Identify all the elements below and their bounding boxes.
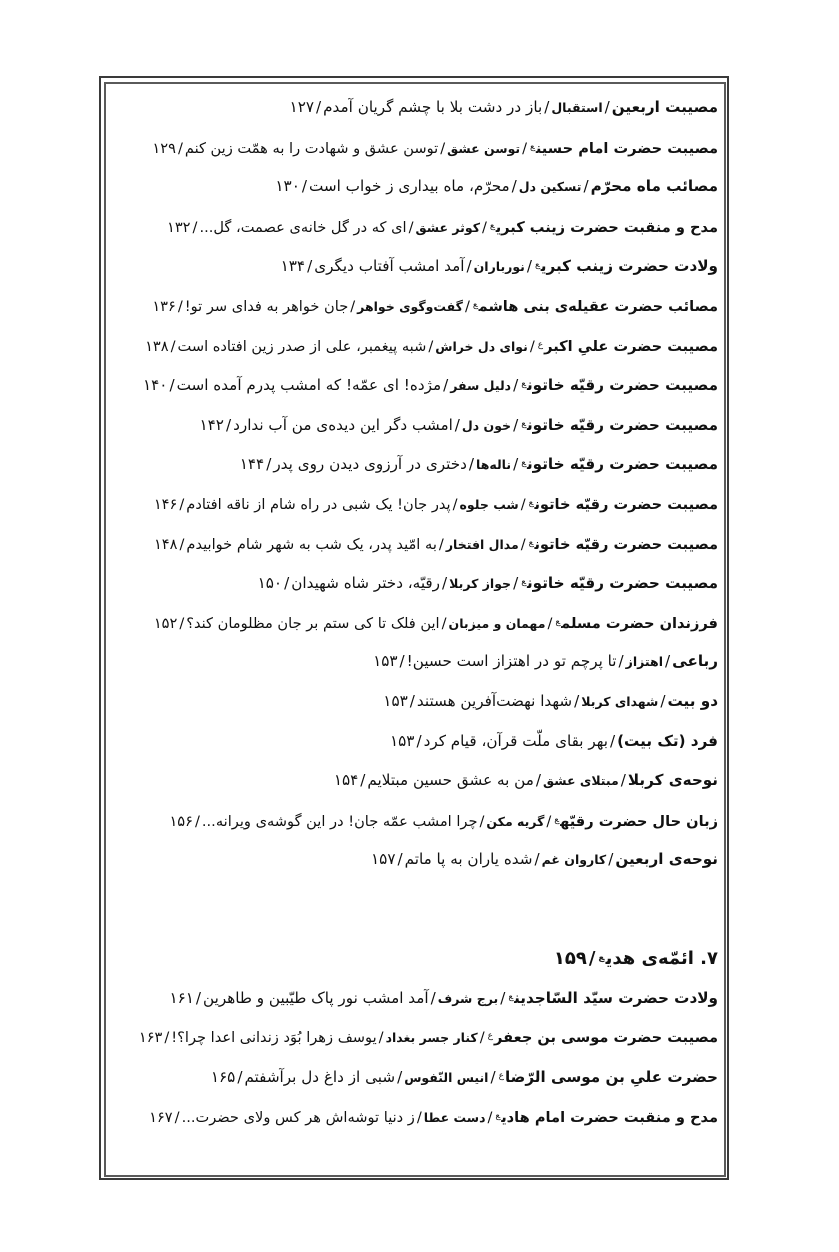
section-number: ۷. [700,947,718,969]
separator: / [481,218,487,236]
entry-title: رباعی [672,652,718,671]
separator: / [534,850,540,869]
entry-first-line: یوسف زهرا بُوَد زندانی اعدا چرا؟! [171,1029,377,1047]
entry-subtitle: کوثر عشق [415,219,480,235]
entry-first-line: امشب دگر این دیده‌ی من آب ندارد [233,415,453,434]
separator: / [660,691,666,710]
entry-page-number: ۱۳۴ [280,257,306,276]
entry-page-number: ۱۵۷ [371,850,396,869]
separator: / [177,139,183,157]
separator: / [511,177,517,196]
entry-title: ولادت حضرت سیّد السّاجدین [514,988,718,1007]
section-spacer [128,882,718,938]
separator: / [194,812,200,830]
separator: / [174,1108,180,1126]
separator: / [513,415,519,434]
entry-subtitle: مبتلای عشق [542,773,619,789]
entry-page-number: ۱۴۰ [142,376,168,395]
separator: / [360,771,366,790]
entry-subtitle: نوای دل خراش [435,338,528,354]
entry-page-number: ۱۲۹ [152,139,176,157]
entry-title: مصائب حضرت عقیله‌ی بنی هاشم [478,297,718,315]
separator: / [583,177,589,196]
entry-subtitle: کنار جسر بغداد [385,1030,478,1046]
separator: / [397,1068,403,1087]
separator: / [170,337,176,355]
separator: / [513,455,519,474]
entry-title: نوحه‌ی کربلا [627,771,718,790]
entry-first-line: تا پرچم تو در اهتزاز است حسین! [406,652,617,671]
toc-entry[interactable] [128,644,718,684]
entry-page-number: ۱۵۳ [383,691,408,710]
separator: / [526,257,532,276]
separator: / [522,139,528,157]
honorific-icon: ع [487,1031,493,1042]
separator: / [547,614,553,632]
entry-title: زبان حال حضرت رقیّه [560,812,718,830]
separator: / [430,988,436,1007]
separator: / [479,812,485,830]
entry-title: مصیبت حضرت رقیّه خاتون [526,455,718,474]
honorific-icon: ع [508,991,514,1002]
toc-entry[interactable] [128,169,718,209]
honorific-icon: ع [530,141,535,152]
separator: / [500,988,506,1007]
separator: / [529,337,535,355]
honorific-icon: ع [489,220,495,231]
toc-entry[interactable] [128,1059,718,1099]
toc-entry[interactable] [128,1099,718,1139]
separator: / [468,455,475,474]
separator: / [316,98,322,116]
separator: / [487,1108,493,1126]
entry-page-number: ۱۵۴ [333,771,359,790]
entry-title: فرد (تک بیت) [617,731,718,750]
separator: / [237,1068,243,1087]
honorific-icon: ع [521,458,526,469]
separator: / [179,495,185,513]
separator: / [438,535,444,553]
separator: / [452,495,458,513]
entry-title: دو بیت [667,691,718,710]
honorific-icon: ع [521,418,526,429]
entry-first-line: جان خواهر به فدای سر تو! [184,297,349,315]
entry-first-line: شده یاران به پا ماتم [404,850,533,869]
toc-entry[interactable] [128,565,718,605]
entry-first-line: شهدا نهضت‌آفرین هستند [416,691,573,710]
entry-title: مصیبت حضرت رقیّه خاتون [526,574,718,593]
separator: / [664,652,671,671]
entry-first-line: این فلک تا کی ستم بر جان مظلومان کند؟ [186,614,440,632]
entry-subtitle: مدال افتخار [445,536,519,552]
entry-title: نوحه‌ی اربعین [615,850,718,869]
separator: / [441,614,447,632]
separator: / [409,691,415,710]
entry-subtitle: خون دل [461,417,512,433]
entry-subtitle: جواز کربلا [449,576,512,592]
toc-entry[interactable] [128,980,718,1020]
toc-entry[interactable] [128,407,718,447]
entry-title: فرزندان حضرت مسلم [561,614,718,632]
entry-title: مصیبت حضرت موسی بن جعفر [494,1029,718,1047]
separator: / [440,139,446,157]
entry-page-number: ۱۵۰ [257,574,283,593]
separator: / [416,1108,422,1126]
separator: / [442,574,448,593]
separator: / [350,297,356,315]
entry-page-number: ۱۶۵ [210,1068,236,1087]
honorific-icon: ع [521,379,526,390]
toc-entry[interactable] [128,526,718,566]
separator: / [378,1029,384,1047]
separator: / [546,812,552,830]
entry-first-line: رقیّه، دختر شاه شهیدان [291,574,441,593]
toc-entry[interactable] [128,684,718,724]
entry-first-line: ز دنیا توشه‌اش هر کس ولای حضرت... [181,1108,415,1126]
honorific-icon: ع [528,497,534,508]
separator: / [416,731,422,750]
entry-subtitle: استقبال [551,100,603,115]
entry-subtitle: برج شرف [437,990,499,1006]
entry-page-number: ۱۳۸ [145,337,169,355]
entry-first-line: پدر جان! یک شبی در راه شام از ناقه افتادم [186,495,451,513]
toc-entry[interactable] [128,605,718,645]
separator: / [179,614,185,632]
entry-page-number: ۱۴۶ [153,495,178,513]
honorific-icon: ع [555,616,561,627]
entry-page-number: ۱۳۰ [275,177,300,196]
entry-first-line: دختری در آرزوی دیدن روی پدر [273,455,467,474]
honorific-icon: ع [498,1071,504,1082]
separator: / [225,415,232,434]
entry-title: مصیبت حضرت علیِ اکبر [544,337,718,355]
entry-first-line: آمد امشب نور پاک طیّبین و طاهرین [203,988,429,1007]
entry-title: مصیبت حضرت رقیّه خاتون [526,376,718,395]
entry-subtitle: شهدای کربلا [581,693,659,709]
toc-entry[interactable] [128,1019,718,1059]
separator: / [479,1029,485,1047]
entry-first-line: شبه پیغمبر، علی از صدر زین افتاده است [177,337,427,355]
honorific-icon: ع [495,1110,501,1121]
entry-first-line: به امّید پدر، یک شب به شهر شام خوابیدم [186,535,437,553]
table-of-contents [128,90,718,1138]
separator: / [535,771,541,790]
section-heading[interactable] [128,938,718,980]
entry-subtitle: دلیل سفر [450,378,512,394]
entry-page-number: ۱۶۱ [169,988,194,1007]
separator: / [408,218,414,236]
separator: / [513,574,519,593]
honorific-icon: ع [521,577,526,588]
separator: / [588,947,596,969]
toc-entry[interactable] [128,446,718,486]
entry-title: مصائب ماه محرّم [590,177,718,196]
entry-page-number: ۱۳۶ [152,297,176,315]
separator: / [464,297,470,315]
entry-page-number: ۱۲۷ [289,98,315,116]
separator: / [466,257,472,276]
entry-title: مدح و منقبت حضرت زینب کبری [495,218,718,236]
honorific-icon: ع [554,814,560,825]
entry-first-line: توسن عشق و شهادت را به همّت زین کنم [184,139,439,157]
toc-entry[interactable] [128,724,718,764]
separator: / [513,376,519,395]
toc-entry[interactable] [128,209,718,249]
entry-page-number: ۱۵۲ [153,614,178,632]
entry-page-number: ۱۶۷ [149,1108,173,1126]
entry-subtitle: انیس النّفوس [404,1070,489,1086]
separator: / [608,850,614,869]
separator: / [490,1068,496,1087]
entry-page-number: ۱۳۲ [167,218,191,236]
separator: / [164,1029,170,1047]
entry-page-number: ۱۶۳ [138,1029,163,1047]
separator: / [284,574,290,593]
entry-title: مصیبت حضرت امام حسین [535,139,718,157]
honorific-icon: ع [528,537,534,548]
toc-entry[interactable] [128,842,718,882]
entry-first-line: من به عشق حسین مبتلایم [367,771,534,790]
separator: / [192,218,198,236]
entry-page-number: ۱۵۳ [373,652,398,671]
separator: / [177,297,183,315]
entry-subtitle: تسکین دل [518,179,582,195]
toc-entry[interactable] [128,288,718,328]
separator: / [574,691,580,710]
entry-page-number: ۱۴۲ [199,415,224,434]
separator: / [544,98,550,116]
entry-title: مصیبت اربعین [611,98,718,116]
entry-first-line: آمد امشب آفتاب دیگری [314,257,465,276]
separator: / [620,771,626,790]
separator: / [301,177,307,196]
separator: / [454,415,460,434]
toc-entry[interactable] [128,367,718,407]
entry-title: مصیبت حضرت رقیّه خاتون [526,415,718,434]
entry-subtitle: گریه مکن [486,813,545,829]
section-page-number: ۱۵۹ [553,947,587,969]
entry-subtitle: توسن عشق [447,140,521,156]
entry-first-line: شبی از داغ دل برآشفتم [244,1068,396,1087]
entry-title: مصیبت حضرت رقیّه خاتون [534,495,718,513]
separator: / [195,988,202,1007]
section-title: ائمّه‌ی هدی [605,947,694,969]
separator: / [618,652,624,671]
separator: / [307,257,313,276]
toc-entry[interactable] [128,803,718,843]
honorific-icon: ع [535,260,540,271]
entry-first-line: محرّم، ماه بیداری ز خواب است [309,177,510,196]
entry-subtitle: دست عطا [423,1109,486,1125]
entry-subtitle: کاروان غم [541,852,607,868]
toc-entry[interactable] [128,90,718,130]
separator: / [169,376,175,395]
entry-page-number: ۱۴۸ [153,535,178,553]
entry-first-line: مژده! ای عمّه! که امشب پدرم آمده است [176,376,442,395]
toc-entry[interactable] [128,328,718,368]
entry-title: ولادت حضرت زینب کبری [540,257,718,276]
entry-title: مدح و منقبت حضرت امام هادی [501,1108,718,1126]
separator: / [520,535,526,553]
entry-page-number: ۱۴۴ [239,455,265,474]
entry-page-number: ۱۵۳ [389,731,415,750]
separator: / [443,376,449,395]
entry-first-line: ای که در گل خانه‌ی عصمت، گل... [199,218,407,236]
entry-subtitle: مهمان و میزبان [448,615,546,631]
entry-subtitle: ناله‌ها [476,457,512,473]
entry-first-line: چرا امشب عمّه جان! در این گوشه‌ی ویرانه... [201,812,478,830]
separator: / [266,455,272,474]
toc-entry[interactable] [128,248,718,288]
entry-subtitle: گفت‌وگوی خواهر [357,298,463,314]
toc-entry[interactable] [128,130,718,170]
honorific-icon: ع [598,952,605,963]
entry-first-line: باز در دشت بلا با چشم گریان آمدم [323,98,543,116]
separator: / [520,495,526,513]
separator: / [609,731,616,750]
separator: / [428,337,434,355]
separator: / [179,535,185,553]
separator: / [399,652,405,671]
honorific-icon: ع [537,339,544,350]
entry-title: مصیبت حضرت رقیّه خاتون [534,535,718,553]
entry-page-number: ۱۵۶ [169,812,193,830]
toc-entry[interactable] [128,763,718,803]
entry-subtitle: شب جلوه [459,496,519,512]
toc-entry[interactable] [128,486,718,526]
honorific-icon: ع [472,299,478,310]
entry-subtitle: نورباران [473,259,525,275]
separator: / [397,850,403,869]
entry-title: حضرت علیِ بن موسی الرّضا [504,1068,718,1087]
entry-subtitle: اهتزاز [625,654,663,670]
separator: / [604,98,610,116]
entry-first-line: بهر بقای ملّت قرآن، قیام کرد [423,731,608,750]
